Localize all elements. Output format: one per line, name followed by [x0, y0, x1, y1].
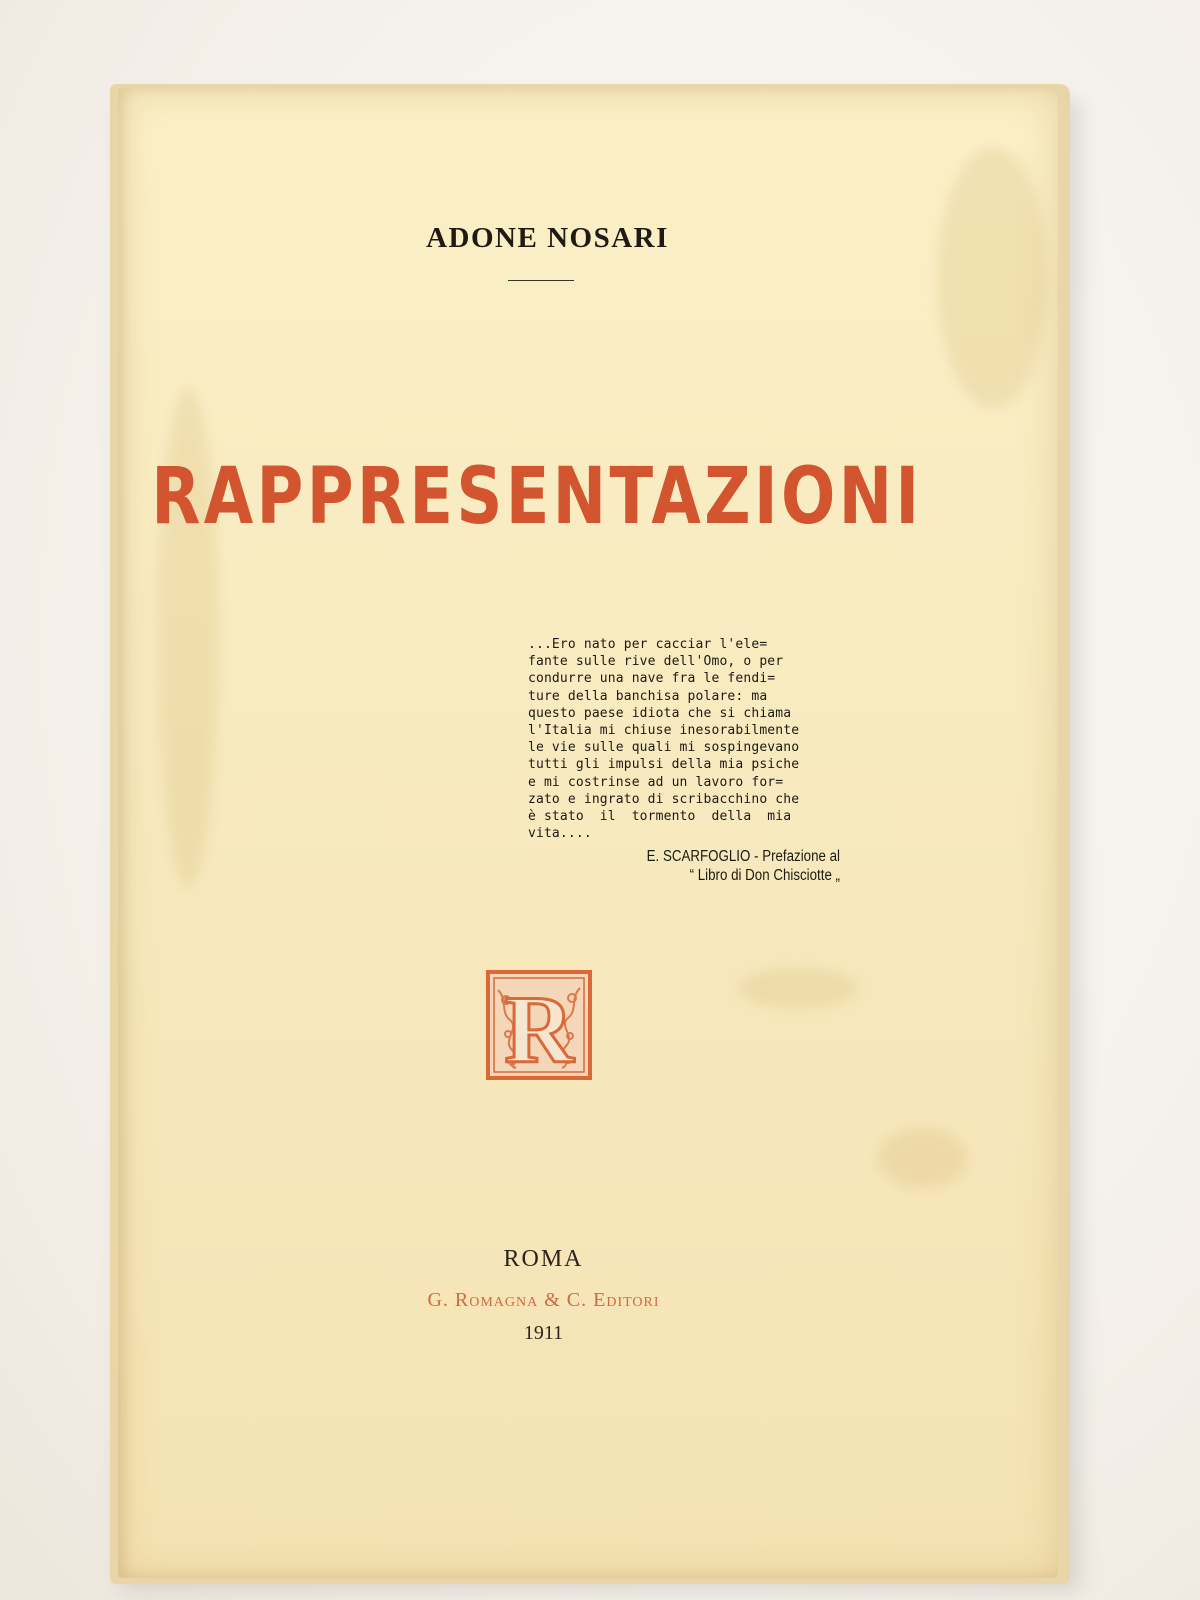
quote-line: è stato il tormento della mia: [528, 809, 792, 825]
quote-line: zato e ingrato di scribacchino che: [528, 791, 800, 807]
author-divider: [508, 280, 574, 281]
quote-line: fante sulle rive dell'Omo, o per: [528, 654, 784, 670]
quote-attribution: [634, 847, 840, 885]
quote-line: ture della banchisa polare: ma: [528, 688, 768, 704]
quote-line: vita....: [528, 826, 592, 842]
publication-year: 1911: [523, 1322, 564, 1344]
quote-line: tutti gli impulsi della mia psiche: [528, 757, 800, 773]
publisher-name: G. Romagna & C. Editori: [427, 1289, 660, 1311]
author-name: ADONE NOSARI: [426, 222, 669, 254]
attribution-author: E. SCARFOGLIO - Prefazione al: [646, 848, 840, 865]
paper-stain: [878, 1128, 968, 1188]
quote-line: e mi costrinse ad un lavoro for=: [528, 774, 784, 790]
paper-stain: [738, 968, 858, 1008]
publication-city: ROMA: [503, 1246, 584, 1272]
monogram-letter: R: [504, 976, 574, 1080]
quote-line: l'Italia mi chiuse inesorabilmente: [528, 723, 800, 739]
paper-stain: [938, 148, 1048, 408]
epigraph-quote: [528, 636, 846, 842]
attribution-source: “ Libro di Don Chisciotte „: [689, 867, 840, 884]
book-title: RAPPRESENTAZIONI: [151, 452, 923, 542]
publisher-monogram: [486, 970, 592, 1080]
quote-line: questo paese idiota che si chiama: [528, 705, 792, 721]
quote-line: ...Ero nato per cacciar l'ele=: [528, 637, 768, 652]
quote-line: condurre una nave fra le fendi=: [528, 671, 776, 687]
quote-line: le vie sulle quali mi sospingevano: [528, 740, 800, 756]
